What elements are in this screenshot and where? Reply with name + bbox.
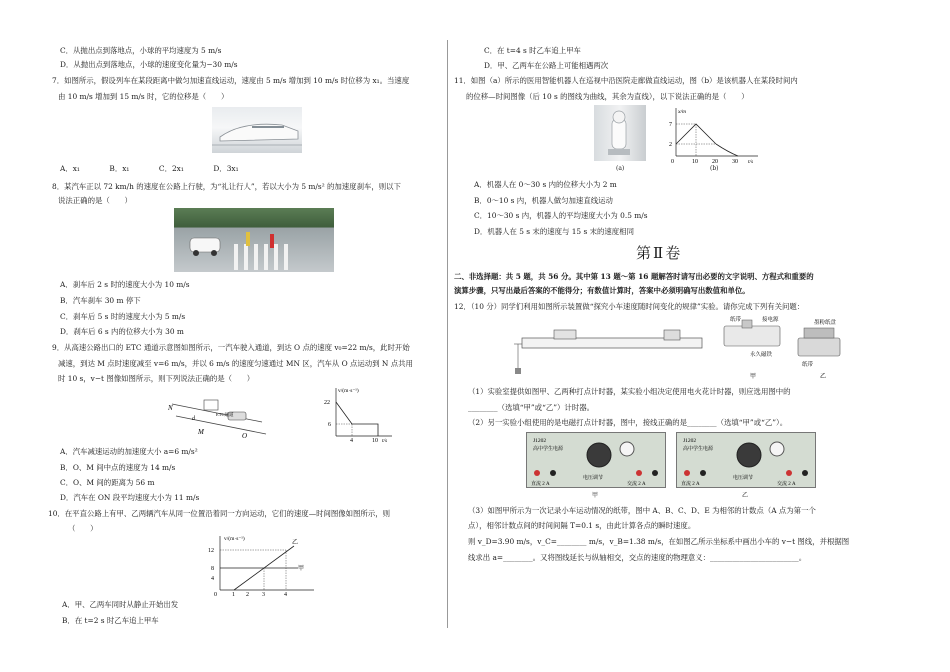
q11-option-a: A．机器人在 0～30 s 内的位移大小为 2 m: [474, 180, 617, 189]
q10-tick-3: 3: [262, 592, 265, 596]
q11-tick-30: 30: [732, 159, 738, 164]
track-setup: [514, 330, 702, 374]
crosswalk-photo: [174, 208, 334, 272]
sub-jia: 高中学生电源: [533, 447, 564, 452]
q11-stem-1: 11．如图（a）所示的医用智能机器人在巡视中沿医院走廊做直线运动，图（b）是该机器人在某段时间内: [454, 76, 798, 85]
q10-label-yi: 乙: [292, 540, 299, 546]
power-supply-yi-drawing: [677, 433, 817, 489]
q12-part3-1: （3）如图甲所示为一次记录小车运动情况的纸带，图中 A、B、C、D、E 为相邻的计数点（A 点为第一个: [468, 506, 816, 515]
q7-stem-2: 由 10 m/s 增加到 15 m/s 时，它的位移是（ ）: [58, 92, 229, 101]
ac-yi: 交流 2 A: [777, 482, 796, 487]
q8-option-a: A．刹车后 2 s 时的速度大小为 10 m/s: [60, 280, 190, 289]
etc-scene: [167, 400, 266, 440]
q9-ylabel: v/(m·s⁻¹): [338, 388, 359, 394]
etc-label-o: O: [242, 432, 248, 440]
label-magnet: 永久磁铁: [750, 352, 773, 358]
etc-label-etc: ETC通道: [216, 412, 234, 417]
q8-stem-2: 说法正确的是（ ）: [58, 196, 132, 205]
q11-xt-graph: [662, 106, 762, 164]
q10-y8: 8: [211, 566, 214, 572]
dc-yi: 直流 2 A: [681, 482, 700, 487]
q7-options: A．x₁ B．x₁ C．2x₁ D．3x₁: [60, 164, 239, 173]
part-two-title: 第Ⅱ卷: [636, 244, 683, 262]
q8-option-c: C．刹车后 5 s 时的速度大小为 5 m/s: [60, 312, 186, 321]
robot-illustration: [594, 105, 646, 161]
timer-yi: [798, 318, 840, 380]
dc-jia: 直流 2 A: [531, 482, 550, 487]
q11-caption-b: (b): [710, 165, 719, 172]
q8-option-b: B．汽车刹车 30 m 停下: [60, 296, 141, 305]
q12-part3-3: 则 v_D=3.90 m/s，v_C=________ m/s，v_B=1.38 m/s，在如图乙所示坐标系中画出小车的 v−t 图线，并根据图: [468, 537, 850, 546]
q9-stem-2: 减速，到达 M 点时速度减至 v=6 m/s，并以 6 m/s 的速度匀速通过 MN 区，汽车从 O 点运动到 N 点共用: [58, 359, 413, 368]
q6-option-d: D．从抛出点到落地点，小球的速度变化量为−30 m/s: [60, 60, 238, 69]
q7-stem-1: 7．如图所示，假设列车在某段距离中做匀加速直线运动，速度由 5 m/s 增加到 10 m/s 时位移为 x₁。当速度: [52, 76, 410, 85]
q11-y7: 7: [669, 122, 672, 128]
q9-option-b: B．O、M 间中点的速度为 14 m/s: [60, 463, 176, 472]
q10-option-d: D．甲、乙两车在公路上可能相遇两次: [484, 61, 609, 70]
section-instructions-1: 二、非选择题：共 5 题，共 56 分。其中第 13 题～第 16 题解答时请写出必要的文字说明、方程式和重要的: [454, 272, 814, 281]
q10-tick-0: 0: [214, 592, 217, 596]
q10-option-b: B．在 t=2 s 时乙车追上甲车: [62, 616, 159, 625]
q10-stem-2: （ ）: [68, 524, 98, 533]
timer-jia: [724, 316, 780, 380]
label-jia: 甲: [750, 374, 757, 380]
brand-jia: J1202: [533, 438, 547, 444]
label-power: 接电源: [762, 317, 779, 323]
column-divider: [447, 40, 448, 628]
knob-jia: 电压调节: [583, 476, 604, 481]
q9-y6: 6: [328, 422, 331, 428]
power-supply-yi: [676, 432, 816, 488]
q11-xlabel: t/s: [748, 159, 754, 164]
apparatus-figure: [514, 316, 854, 380]
q10-tick-4: 4: [284, 592, 287, 596]
q9-option-a: A．汽车减速运动的加速度大小 a=6 m/s²: [60, 447, 198, 456]
crosswalk-illustration: [174, 208, 334, 272]
q12-part3-4: 线求出 a=________。又将图线延长与纵轴相交，交点的速度的物理意义：________________________。: [468, 553, 807, 562]
q11-option-b: B．0～10 s 内，机器人做匀加速直线运动: [474, 196, 613, 205]
etc-label-m: M: [198, 428, 204, 436]
q10-y12: 12: [208, 548, 214, 554]
robot-photo: [594, 105, 646, 161]
q10-vt-graph: [202, 532, 322, 596]
q9-vt-graph: [324, 387, 392, 442]
q8-option-d: D．刹车后 6 s 内的位移大小为 30 m: [60, 327, 184, 336]
label-tape: 纸带: [730, 317, 742, 323]
q12-part3-2: 点），相邻计数点间的时间间隔 T=0.1 s，由此计算各点的瞬时速度。: [468, 521, 696, 530]
q12-part1-2: ________（选填“甲”或“乙”）计时器。: [468, 403, 594, 412]
label-yi: 乙: [820, 374, 827, 380]
q10-y4: 4: [211, 576, 214, 582]
q9-figure: [166, 386, 396, 442]
train-photo: [212, 107, 302, 153]
q9-stem-3: 时 10 s，v−t 图像如图所示，则下列说法正确的是（ ）: [58, 374, 255, 383]
q11-option-c: C．10～30 s 内，机器人的平均速度大小为 0.5 m/s: [474, 211, 648, 220]
q11-tick-20: 20: [712, 159, 718, 164]
q12-part2: （2）另一实验小组使用的是电磁打点计时器，图中，接线正确的是________（选填“甲”或“乙”）。: [468, 418, 788, 427]
label-tape-2: 纸带: [802, 362, 814, 368]
q11-y2: 2: [669, 142, 672, 148]
brand-yi: J1202: [683, 438, 697, 444]
power-supply-jia: [526, 432, 666, 488]
q10-tick-2: 2: [246, 592, 249, 596]
meter-caption-jia: 甲: [592, 492, 599, 499]
q10-stem-1: 10．在平直公路上有甲、乙两辆汽车从同一位置沿着同一方向运动，它们的速度—时间图像如图所示，则: [48, 509, 390, 518]
q11-stem-2: 的位移—时间图像（后 10 s 的图线为曲线，其余为直线），以下说法正确的是（ ）: [466, 92, 749, 101]
q12-stem: 12．（10 分）同学们利用如图所示装置做“探究小车速度随时间变化的规律”实验。请你完成下列有关问题：: [454, 302, 805, 311]
q9-option-d: D．汽车在 ON 段平均速度大小为 11 m/s: [60, 493, 200, 502]
ac-jia: 交流 2 A: [627, 482, 646, 487]
q9-xlabel: t/s: [382, 438, 388, 442]
q9-y22: 22: [324, 400, 330, 406]
knob-yi: 电压调节: [733, 476, 754, 481]
q12-part1-1: （1）实验室提供如图甲、乙两种打点计时器，某实验小组决定使用电火花计时器，则应选用图中的: [468, 387, 791, 396]
train-illustration: [212, 107, 302, 153]
etc-label-n: N: [168, 404, 173, 412]
q9-option-c: C．O、M 间的距离为 56 m: [60, 478, 155, 487]
q8-stem-1: 8．某汽车正以 72 km/h 的速度在公路上行驶，为“礼让行人”，若以大小为 5 m/s² 的加速度刹车，则以下: [52, 182, 401, 191]
q10-option-c: C．在 t=4 s 时乙车追上甲车: [484, 46, 581, 55]
q9-stem-1: 9．从高速公路出口的 ETC 通道示意图如图所示，一汽车驶入通道，到达 O 点的速度 v₀=22 m/s，此时开始: [52, 343, 410, 352]
q10-tick-1: 1: [232, 592, 235, 596]
q10-label-jia: 甲: [298, 566, 305, 572]
etc-label-d: d: [192, 416, 195, 422]
power-supply-jia-drawing: [527, 433, 667, 489]
q11-caption-a: (a): [616, 165, 625, 172]
q9-x4: 4: [350, 438, 353, 442]
q11-tick-10: 10: [692, 159, 698, 164]
meter-caption-yi: 乙: [742, 492, 749, 499]
q10-option-a: A．甲、乙两车同时从静止开始出发: [62, 600, 179, 609]
q11-tick-0: 0: [671, 159, 674, 164]
q11-ylabel: x/m: [678, 109, 686, 115]
q6-option-c: C．从抛出点到落地点，小球的平均速度为 5 m/s: [60, 46, 222, 55]
sub-yi: 高中学生电源: [683, 447, 714, 452]
q10-ylabel: v/(m·s⁻¹): [224, 536, 245, 542]
q11-option-d: D．机器人在 5 s 末的速度与 15 s 末的速度相同: [474, 227, 634, 236]
q9-x10: 10: [372, 438, 378, 442]
label-ink-disc: 墨粉纸盘: [814, 320, 837, 326]
section-instructions-2: 演算步骤，只写出最后答案的不能得分；有数值计算时，答案中必须明确写出数值和单位。: [454, 286, 750, 295]
